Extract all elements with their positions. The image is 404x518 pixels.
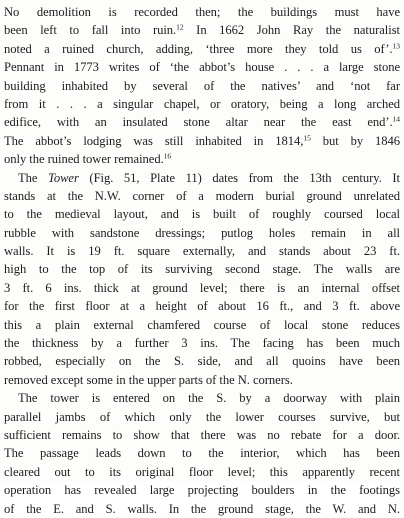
footnote-ref: 12	[176, 22, 184, 32]
text-segment: rubble with sandstone dressings; putlog holes remain in all	[4, 225, 400, 240]
text-line	[4, 169, 400, 187]
paragraph	[4, 389, 400, 518]
text-segment: No demolition is recorded then; the buildings must have	[4, 5, 400, 19]
text-segment: high to the top of its surviving second stage. The walls are	[4, 262, 400, 277]
text-line	[4, 426, 400, 444]
text-segment: to the medieval layout, and is built of roughly coursed local	[4, 207, 400, 222]
paragraph	[4, 3, 400, 169]
footnote-ref: 13	[392, 41, 400, 51]
text-segment: removed except some in the upper parts of the N. corners.	[4, 372, 293, 387]
text-segment: building inhabited by several of the natives’ and ‘not far	[4, 78, 400, 93]
footnote-ref: 15	[303, 133, 311, 143]
text-segment: walls. It is 19 ft. square externally, and stands about 23 ft.	[4, 244, 400, 259]
text-line	[4, 371, 400, 389]
text-line	[4, 260, 400, 278]
text-segment: this a plain external chamfered course of local stone reduces	[4, 317, 400, 332]
text-segment: In 1662 John Ray the naturalist	[183, 23, 400, 38]
text-segment: but by 1846	[310, 133, 400, 148]
text-line	[4, 352, 400, 370]
text-line	[4, 463, 400, 481]
text-line	[4, 113, 400, 131]
text-line	[4, 408, 400, 426]
text-line	[4, 77, 400, 95]
text-line	[4, 389, 400, 407]
paragraph	[4, 169, 400, 390]
text-line	[4, 316, 400, 334]
text-segment: Pennant in 1773 writes of ‘the abbot’s house . . . a large stone	[4, 60, 400, 75]
text-segment: The	[18, 170, 49, 185]
text-segment: operation has revealed large projecting boulders in the footings	[4, 483, 400, 498]
text-line	[4, 205, 400, 223]
text-line	[4, 334, 400, 352]
text-segment: cleared out to its original floor level; this apparently recent	[4, 464, 400, 479]
text-line	[4, 187, 400, 205]
footnote-ref: 16	[163, 151, 172, 161]
text-segment: the thickness by a further 3 ins. The facing has been much	[4, 336, 400, 351]
text-line	[4, 40, 400, 58]
text-segment: The abbot’s lodging was still inhabited in 1814,	[4, 133, 304, 148]
text-line	[4, 21, 400, 39]
text-segment: 3 ft. 6 ins. thick at ground level; there is an internal offset	[4, 280, 400, 295]
text-line	[4, 297, 400, 315]
text-segment: The tower is entered on the S. by a doorway with plain	[18, 391, 400, 406]
text-line	[4, 132, 400, 150]
text-segment: been left to fall into ruin.	[4, 23, 177, 38]
body-text	[4, 3, 400, 518]
text-segment: The passage leads down to the interior, which has been	[4, 446, 400, 461]
text-line	[4, 242, 400, 260]
text-line	[4, 95, 400, 113]
text-segment: parallel jambs of which only the lower courses survive, but	[4, 409, 400, 424]
text-segment: stands at the N.W. corner of a modern burial ground unrelated	[4, 188, 400, 203]
text-segment: only the ruined tower remained.	[4, 152, 164, 167]
text-line	[4, 444, 400, 462]
text-segment: edifice, with an insulated stone altar near the east end’.	[4, 115, 393, 130]
text-line	[4, 279, 400, 297]
text-segment: from it . . . a singular chapel, or oratory, being a long arched	[4, 96, 400, 111]
text-line	[4, 58, 400, 76]
text-line	[4, 500, 400, 518]
text-segment: for the first floor at a height of about 16 ft., and 3 ft. above	[4, 299, 400, 314]
text-segment: noted a ruined church, adding, ‘three more they told us of’.	[4, 41, 393, 56]
text-line	[4, 150, 400, 168]
text-line	[4, 3, 400, 21]
text-segment: robbed, especially on the S. side, and all quoins have been	[4, 354, 400, 369]
text-segment: sufficient remains to show that there was no rebate for a door.	[4, 427, 400, 442]
text-segment: of the E. and S. walls. In the ground stage, the W. and N.	[4, 501, 400, 516]
italic-term: Tower	[48, 170, 79, 185]
text-line	[4, 224, 400, 242]
footnote-ref: 14	[392, 114, 400, 124]
text-segment: (Fig. 51, Plate 11) dates from the 13th century. It	[78, 170, 400, 185]
text-line	[4, 481, 400, 499]
